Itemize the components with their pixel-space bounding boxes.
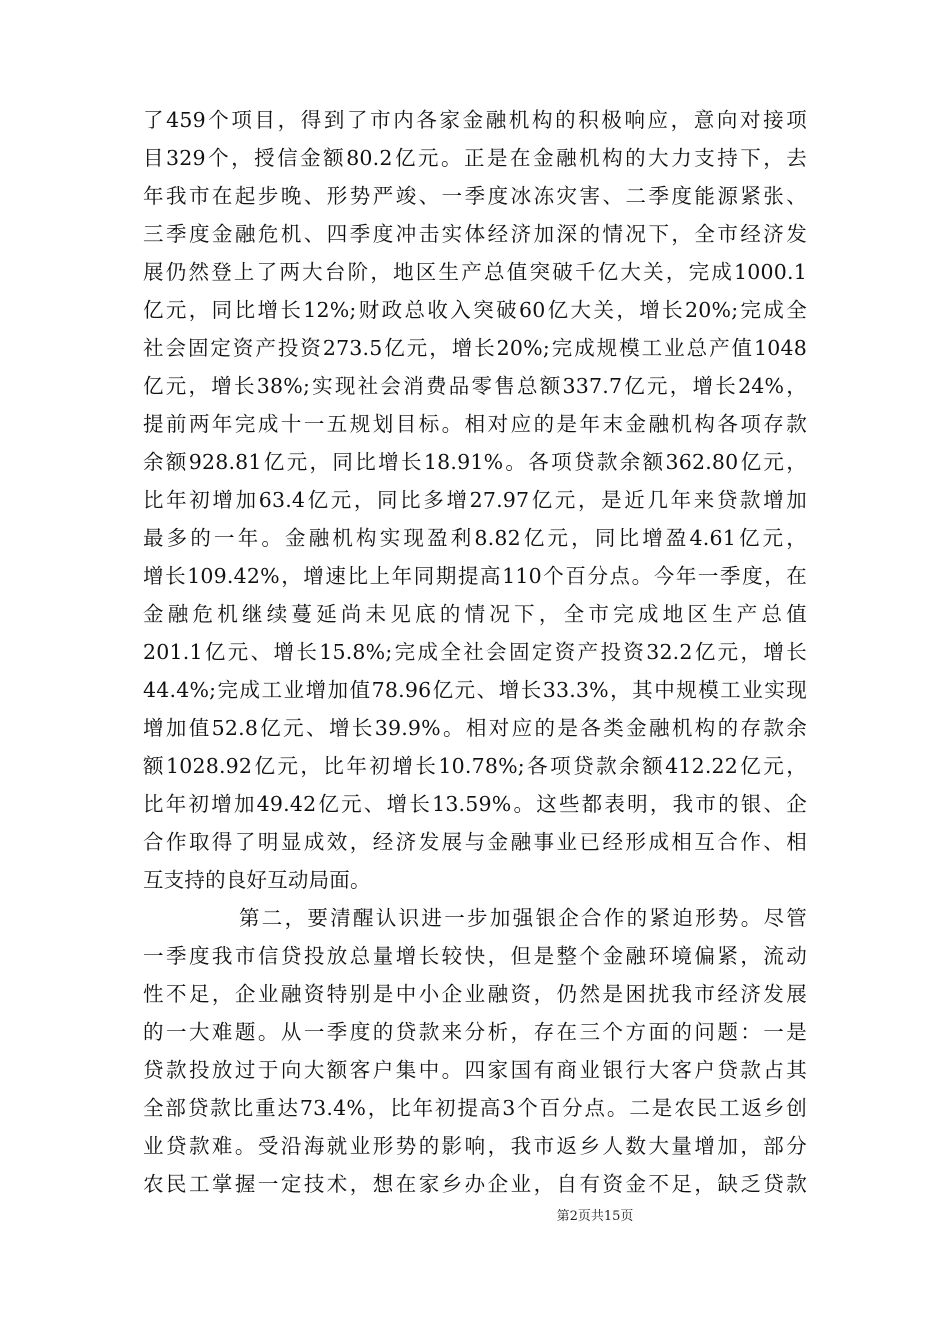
text-line: 一季度我市信贷投放总量增长较快，但是整个金融环境偏紧，流动 xyxy=(143,944,807,968)
text-line: 三季度金融危机、四季度冲击实体经济加深的情况下，全市经济发 xyxy=(143,222,807,246)
text-line: 金融危机继续蔓延尚未见底的情况下，全市完成地区生产总值 xyxy=(143,602,807,626)
text-line: 了459个项目，得到了市内各家金融机构的积极响应，意向对接项 xyxy=(143,108,807,132)
body-text xyxy=(143,101,813,1203)
text-line: 展仍然登上了两大台阶，地区生产总值突破千亿大关，完成1000.1 xyxy=(143,260,807,284)
text-line: 44.4%;完成工业增加值78.96亿元、增长33.3%，其中规模工业实现 xyxy=(143,678,807,702)
text-line-paragraph-end: 互支持的良好互动局面。 xyxy=(143,868,371,892)
text-line: 性不足，企业融资特别是中小企业融资，仍然是困扰我市经济发展 xyxy=(143,982,807,1006)
text-line: 的一大难题。从一季度的贷款来分析，存在三个方面的问题：一是 xyxy=(143,1020,807,1044)
text-line: 增加值52.8亿元、增长39.9%。相对应的是各类金融机构的存款余 xyxy=(143,716,807,740)
text-line: 余额928.81亿元，同比增长18.91%。各项贷款余额362.80亿元， xyxy=(143,450,807,474)
text-line: 社会固定资产投资273.5亿元，增长20%;完成规模工业总产值1048 xyxy=(143,336,807,360)
text-line: 最多的一年。金融机构实现盈利8.82亿元，同比增盈4.61亿元， xyxy=(143,526,807,550)
text-line: 额1028.92亿元，比年初增长10.78%;各项贷款余额412.22亿元， xyxy=(143,754,807,778)
text-line: 亿元，同比增长12%;财政总收入突破60亿大关，增长20%;完成全 xyxy=(143,298,807,322)
text-line: 贷款投放过于向大额客户集中。四家国有商业银行大客户贷款占其 xyxy=(143,1058,807,1082)
text-line: 201.1亿元、增长15.8%;完成全社会固定资产投资32.2亿元，增长 xyxy=(143,640,807,664)
text-line: 提前两年完成十一五规划目标。相对应的是年末金融机构各项存款 xyxy=(143,412,807,436)
text-line: 目329个，授信金额80.2亿元。正是在金融机构的大力支持下，去 xyxy=(143,146,807,170)
text-line: 比年初增加49.42亿元、增长13.59%。这些都表明，我市的银、企 xyxy=(143,792,807,816)
text-line: 亿元，增长38%;实现社会消费品零售总额337.7亿元，增长24%， xyxy=(143,374,807,398)
text-line-paragraph-start: 第二，要清醒认识进一步加强银企合作的紧迫形势。尽管 xyxy=(239,906,807,930)
text-line: 全部贷款比重达73.4%，比年初提高3个百分点。二是农民工返乡创 xyxy=(143,1096,807,1120)
page-footer: 第2页共15页 xyxy=(556,1209,634,1224)
text-line: 增长109.42%，增速比上年同期提高110个百分点。今年一季度，在 xyxy=(143,564,807,588)
text-line: 农民工掌握一定技术，想在家乡办企业，自有资金不足，缺乏贷款 xyxy=(143,1172,807,1196)
text-line: 合作取得了明显成效，经济发展与金融事业已经形成相互合作、相 xyxy=(143,830,807,854)
text-line: 年我市在起步晚、形势严竣、一季度冰冻灾害、二季度能源紧张、 xyxy=(143,184,807,208)
text-line: 比年初增加63.4亿元，同比多增27.97亿元，是近几年来贷款增加 xyxy=(143,488,807,512)
text-line: 业贷款难。受沿海就业形势的影响，我市返乡人数大量增加，部分 xyxy=(143,1134,807,1158)
